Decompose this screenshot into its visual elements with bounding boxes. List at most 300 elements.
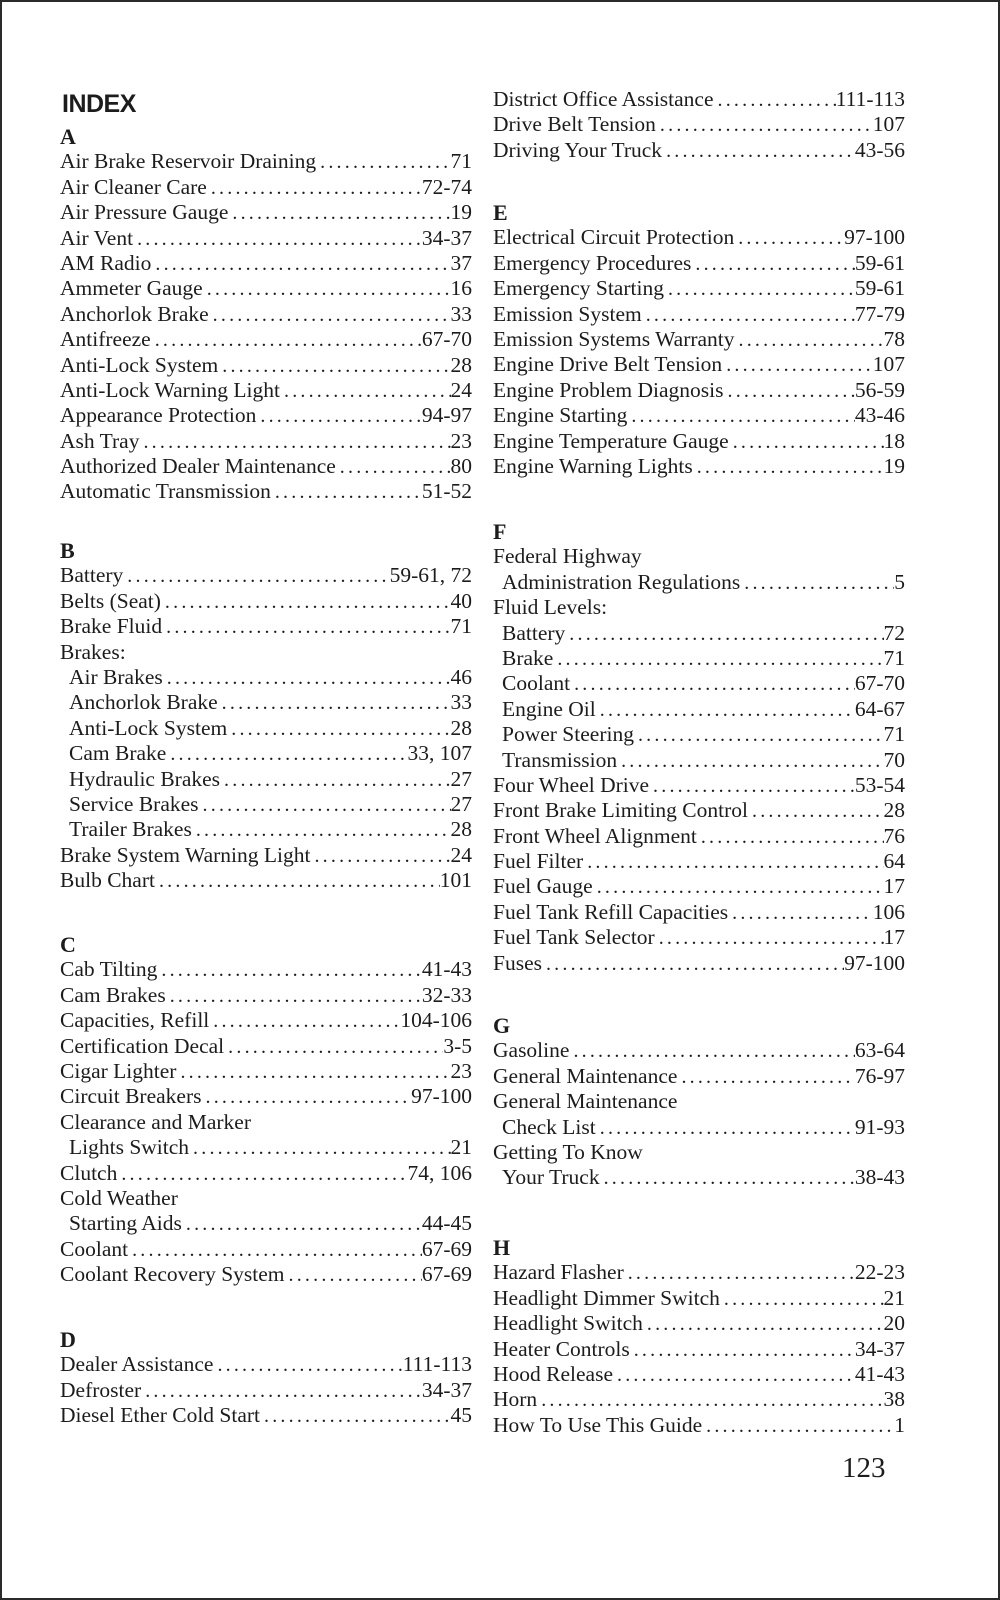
entry-label: Cab Tilting <box>60 957 158 982</box>
index-entry <box>60 1186 472 1211</box>
dot-leader <box>209 303 451 328</box>
entry-label: Authorized Dealer Maintenance <box>60 454 336 479</box>
entry-label: Ash Tray <box>60 428 140 453</box>
entry-label: Coolant <box>502 671 571 696</box>
dot-leader <box>643 1312 884 1337</box>
dot-leader <box>596 698 855 723</box>
index-section <box>493 1013 905 1191</box>
entry-label: AM Radio <box>60 250 152 275</box>
section-letter: C <box>60 932 76 957</box>
dot-leader <box>176 1060 450 1085</box>
index-section <box>493 200 905 479</box>
dot-leader <box>192 818 451 843</box>
entry-page: 101 <box>439 868 472 893</box>
entry-page: 104-106 <box>400 1008 472 1033</box>
index-entry <box>60 690 472 715</box>
entry-page: 46 <box>450 664 472 689</box>
entry-page: 67-70 <box>421 327 472 352</box>
index-entry <box>493 378 905 403</box>
entry-label: Anti-Lock System <box>60 352 219 377</box>
index-entry <box>60 843 472 868</box>
entry-label: Air Vent <box>60 225 134 250</box>
entry-label: Anchorlok Brake <box>60 301 209 326</box>
index-entry <box>60 1135 472 1160</box>
index-entry <box>60 868 472 893</box>
entry-page: 71 <box>883 645 905 670</box>
index-section <box>493 87 905 163</box>
dot-leader <box>583 850 883 875</box>
index-entry <box>60 353 472 378</box>
dot-leader <box>285 1263 422 1288</box>
entry-label: Diesel Ether Cold Start <box>60 1403 261 1428</box>
entry-label: Check List <box>502 1114 596 1139</box>
entry-page: 41-43 <box>421 957 472 982</box>
dot-leader <box>123 564 389 589</box>
entry-page: 64 <box>883 849 905 874</box>
entry-page: 33 <box>450 690 472 715</box>
index-section <box>60 932 472 1287</box>
entry-label: Circuit Breakers <box>60 1084 202 1109</box>
entry-label: Anchorlok Brake <box>69 690 218 715</box>
index-entry <box>493 621 905 646</box>
index-entry <box>493 276 905 301</box>
entry-page: 91-93 <box>854 1114 905 1139</box>
entry-label: Coolant <box>60 1236 129 1261</box>
entry-page: 59-61, 72 <box>389 563 472 588</box>
dot-leader <box>141 1379 422 1404</box>
dot-leader <box>735 328 884 353</box>
entry-page: 97-100 <box>411 1084 472 1109</box>
entry-label: Automatic Transmission <box>60 479 271 504</box>
entry-label: Electrical Circuit Protection <box>493 225 735 250</box>
index-entry <box>60 1378 472 1403</box>
dot-leader <box>627 404 854 429</box>
dot-leader <box>553 647 883 672</box>
section-letter: E <box>493 200 508 225</box>
index-entry <box>60 1211 472 1236</box>
entry-page: 71 <box>450 614 472 639</box>
entry-label: Emission Systems Warranty <box>493 326 735 351</box>
dot-leader <box>656 113 873 138</box>
index-entry <box>493 544 905 569</box>
entry-label: Headlight Switch <box>493 1311 643 1336</box>
dot-leader <box>734 226 844 251</box>
entry-page: 34-37 <box>854 1336 905 1361</box>
entry-label: Engine Starting <box>493 403 628 428</box>
dot-leader <box>336 455 451 480</box>
index-entry <box>493 1260 905 1285</box>
dot-leader <box>133 227 422 252</box>
dot-leader <box>117 1162 407 1187</box>
entry-page: 41-43 <box>854 1361 905 1386</box>
dot-leader <box>189 1136 450 1161</box>
dot-leader <box>166 742 407 767</box>
page-title: INDEX <box>62 90 136 118</box>
entry-label: Transmission <box>502 747 618 772</box>
index-entry <box>60 1034 472 1059</box>
entry-label: Hazard Flasher <box>493 1260 624 1285</box>
entry-page: 20 <box>883 1311 905 1336</box>
entry-label: Air Brakes <box>69 664 163 689</box>
index-entry <box>60 327 472 352</box>
index-entry <box>60 614 472 639</box>
entry-label: Emergency Starting <box>493 276 664 301</box>
entry-page: 111-113 <box>402 1352 472 1377</box>
dot-leader <box>542 952 844 977</box>
dot-leader <box>224 1035 443 1060</box>
dot-leader <box>634 723 884 748</box>
index-entry <box>493 251 905 276</box>
entry-page: 33, 107 <box>407 741 472 766</box>
entry-page: 70 <box>883 747 905 772</box>
entry-page: 67-70 <box>854 671 905 696</box>
dot-leader <box>722 353 873 378</box>
index-entry <box>60 741 472 766</box>
section-letter: D <box>60 1327 76 1352</box>
index-entry <box>60 983 472 1008</box>
dot-leader <box>702 1414 894 1439</box>
index-entry <box>493 925 905 950</box>
entry-page: 23 <box>450 1058 472 1083</box>
index-entry <box>493 824 905 849</box>
entry-page: 40 <box>450 588 472 613</box>
index-entry <box>493 1286 905 1311</box>
entry-label: Heater Controls <box>493 1336 630 1361</box>
entry-page: 59-61 <box>854 276 905 301</box>
index-entry <box>493 849 905 874</box>
entry-page: 53-54 <box>854 772 905 797</box>
entry-label: Engine Drive Belt Tension <box>493 352 723 377</box>
index-entry <box>60 276 472 301</box>
entry-page: 107 <box>872 352 905 377</box>
dot-leader <box>630 1338 855 1363</box>
entry-page: 23 <box>450 428 472 453</box>
index-entry <box>493 773 905 798</box>
index-entry <box>493 1362 905 1387</box>
entry-label: Driving Your Truck <box>493 137 663 162</box>
index-entry <box>60 716 472 741</box>
entry-label: Clearance and Marker <box>60 1109 252 1134</box>
index-entry <box>60 226 472 251</box>
entry-label: Air Brake Reservoir Draining <box>60 149 317 174</box>
entry-page: 71 <box>450 149 472 174</box>
index-entry <box>493 352 905 377</box>
entry-label: Starting Aids <box>69 1211 182 1236</box>
index-entry <box>493 225 905 250</box>
dot-leader <box>207 176 422 201</box>
entry-label: Belts (Seat) <box>60 588 161 613</box>
entry-page: 17 <box>883 874 905 899</box>
entry-page: 80 <box>450 454 472 479</box>
entry-page: 22-23 <box>854 1260 905 1285</box>
dot-leader <box>218 691 451 716</box>
entry-page: 72 <box>883 620 905 645</box>
entry-label: Getting To Know <box>493 1139 643 1164</box>
entry-page: 27 <box>450 791 472 816</box>
index-entry <box>60 200 472 225</box>
entry-label: Air Pressure Gauge <box>60 200 229 225</box>
index-section <box>60 538 472 893</box>
entry-label: Fuel Filter <box>493 849 584 874</box>
index-entry <box>493 570 905 595</box>
entry-page: 34-37 <box>421 225 472 250</box>
entry-label: Certification Decal <box>60 1033 225 1058</box>
index-entry <box>60 665 472 690</box>
index-entry <box>493 1311 905 1336</box>
entry-page: 38-43 <box>854 1165 905 1190</box>
index-entry <box>493 697 905 722</box>
index-entry <box>493 1165 905 1190</box>
entry-page: 38 <box>883 1387 905 1412</box>
entry-label: Anti-Lock Warning Light <box>60 377 280 402</box>
index-entry <box>493 87 905 112</box>
dot-leader <box>271 480 422 505</box>
entry-label: Lights Switch <box>69 1135 190 1160</box>
entry-page: 97-100 <box>844 950 905 975</box>
entry-page: 43-46 <box>854 403 905 428</box>
dot-leader <box>161 590 451 615</box>
entry-label: Fuel Gauge <box>493 874 593 899</box>
entry-label: How To Use This Guide <box>493 1412 703 1437</box>
index-entry <box>493 1115 905 1140</box>
dot-leader <box>624 1261 855 1286</box>
entry-label: Horn <box>493 1387 538 1412</box>
section-letter: B <box>60 538 75 563</box>
entry-page: 76 <box>883 823 905 848</box>
entry-page: 18 <box>883 428 905 453</box>
index-entry <box>60 403 472 428</box>
entry-label: Anti-Lock System <box>69 715 228 740</box>
entry-page: 67-69 <box>421 1262 472 1287</box>
dot-leader <box>728 901 873 926</box>
dot-leader <box>714 88 836 113</box>
dot-leader <box>202 1085 412 1110</box>
entry-label: Hydraulic Brakes <box>69 766 221 791</box>
index-entry <box>60 149 472 174</box>
entry-page: 64-67 <box>854 696 905 721</box>
index-entry <box>60 957 472 982</box>
entry-label: Engine Warning Lights <box>493 453 693 478</box>
entry-label: Service Brakes <box>69 791 199 816</box>
dot-leader <box>162 615 450 640</box>
entry-page: 37 <box>450 250 472 275</box>
index-entry <box>493 951 905 976</box>
entry-page: 106 <box>872 899 905 924</box>
index-entry <box>60 251 472 276</box>
index-entry <box>493 1089 905 1114</box>
entry-label: Engine Problem Diagnosis <box>493 377 724 402</box>
index-entry <box>60 767 472 792</box>
entry-page: 32-33 <box>421 982 472 1007</box>
index-entry <box>60 1352 472 1377</box>
entry-page: 51-52 <box>421 479 472 504</box>
index-entry <box>493 138 905 163</box>
index-entry <box>60 1403 472 1428</box>
index-entry <box>493 595 905 620</box>
index-entry <box>493 798 905 823</box>
dot-leader <box>693 455 884 480</box>
index-entry <box>60 792 472 817</box>
entry-page: 24 <box>450 377 472 402</box>
dot-leader <box>537 1388 883 1413</box>
index-entry <box>60 1084 472 1109</box>
entry-label: Bulb Chart <box>60 868 155 893</box>
section-letter: G <box>493 1013 511 1038</box>
entry-page: 59-61 <box>854 250 905 275</box>
dot-leader <box>151 328 422 353</box>
index-entry <box>60 454 472 479</box>
index-entry <box>493 900 905 925</box>
entry-page: 24 <box>450 842 472 867</box>
dot-leader <box>720 1287 884 1312</box>
index-entry <box>60 1237 472 1262</box>
entry-page: 94-97 <box>421 403 472 428</box>
dot-leader <box>256 404 421 429</box>
dot-leader <box>260 1404 450 1429</box>
index-entry <box>60 429 472 454</box>
dot-leader <box>662 139 855 164</box>
dot-leader <box>155 869 440 894</box>
dot-leader <box>664 277 855 302</box>
entry-label: Dealer Assistance <box>60 1352 214 1377</box>
index-entry <box>60 175 472 200</box>
index-entry <box>60 589 472 614</box>
entry-page: 72-74 <box>421 174 472 199</box>
entry-page: 3-5 <box>443 1033 472 1058</box>
entry-page: 63-64 <box>854 1038 905 1063</box>
entry-label: Administration Regulations <box>502 569 741 594</box>
entry-label: Clutch <box>60 1160 118 1185</box>
entry-label: Federal Highway <box>493 544 642 569</box>
entry-label: Trailer Brakes <box>69 817 192 842</box>
entry-label: Defroster <box>60 1377 142 1402</box>
entry-label: Fluid Levels: <box>493 595 608 620</box>
dot-leader <box>569 1039 854 1064</box>
entry-page: 19 <box>883 453 905 478</box>
entry-label: Cam Brake <box>69 741 167 766</box>
dot-leader <box>729 430 884 455</box>
dot-leader <box>228 201 450 226</box>
entry-label: Front Wheel Alignment <box>493 823 697 848</box>
entry-page: 19 <box>450 200 472 225</box>
dot-leader <box>213 1353 402 1378</box>
dot-leader <box>613 1363 855 1388</box>
dot-leader <box>596 1116 855 1141</box>
entry-label: Power Steering <box>502 722 634 747</box>
dot-leader <box>748 799 884 824</box>
entry-label: Fuel Tank Selector <box>493 925 655 950</box>
entry-label: Emergency Procedures <box>493 250 692 275</box>
entry-label: Gasoline <box>493 1038 570 1063</box>
section-letter: A <box>60 124 76 149</box>
entry-label: Ammeter Gauge <box>60 276 203 301</box>
index-entry <box>60 1110 472 1135</box>
entry-page: 78 <box>883 326 905 351</box>
entry-page: 16 <box>450 276 472 301</box>
entry-label: Cigar Lighter <box>60 1058 177 1083</box>
entry-page: 76-97 <box>854 1063 905 1088</box>
dot-leader <box>697 825 884 850</box>
dot-leader <box>163 666 451 691</box>
entry-label: District Office Assistance <box>493 87 714 111</box>
entry-page: 74, 106 <box>407 1160 472 1185</box>
entry-page: 33 <box>450 301 472 326</box>
index-entry <box>493 646 905 671</box>
index-entry <box>60 563 472 588</box>
entry-page: 44-45 <box>421 1211 472 1236</box>
entry-page: 1 <box>894 1412 905 1437</box>
entry-page: 28 <box>450 352 472 377</box>
index-entry <box>493 429 905 454</box>
index-entry <box>493 1337 905 1362</box>
dot-leader <box>724 379 855 404</box>
dot-leader <box>203 277 451 302</box>
entry-label: Capacities, Refill <box>60 1008 210 1033</box>
dot-leader <box>316 150 450 175</box>
entry-label: Front Brake Limiting Control <box>493 798 748 823</box>
entry-page: 77-79 <box>854 301 905 326</box>
entry-label: Hood Release <box>493 1361 614 1386</box>
dot-leader <box>655 926 884 951</box>
index-section <box>60 124 472 505</box>
entry-label: Fuses <box>493 950 542 975</box>
dot-leader <box>182 1212 422 1237</box>
index-entry <box>60 302 472 327</box>
dot-leader <box>199 793 451 818</box>
index-entry <box>493 671 905 696</box>
entry-label: Your Truck <box>502 1165 600 1190</box>
index-entry <box>60 1008 472 1033</box>
index-entry <box>493 112 905 137</box>
dot-leader <box>220 768 450 793</box>
dot-leader <box>227 717 450 742</box>
entry-page: 97-100 <box>844 225 905 250</box>
index-entry <box>493 1387 905 1412</box>
index-section <box>493 519 905 976</box>
entry-page: 43-56 <box>854 137 905 162</box>
entry-label: General Maintenance <box>493 1089 678 1114</box>
entry-page: 5 <box>894 569 905 594</box>
index-entry <box>493 1038 905 1063</box>
entry-page: 21 <box>883 1285 905 1310</box>
entry-label: Brake <box>502 645 554 670</box>
index-entry <box>493 454 905 479</box>
dot-leader <box>600 1166 855 1191</box>
dot-leader <box>691 252 854 277</box>
entry-label: Cam Brakes <box>60 982 166 1007</box>
index-entry <box>493 403 905 428</box>
entry-page: 17 <box>883 925 905 950</box>
index-entry <box>60 817 472 842</box>
dot-leader <box>209 1009 400 1034</box>
entry-label: Fuel Tank Refill Capacities <box>493 899 729 924</box>
index-entry <box>60 1161 472 1186</box>
entry-label: Brakes: <box>60 639 126 664</box>
entry-label: Emission System <box>493 301 642 326</box>
entry-page: 71 <box>883 722 905 747</box>
index-entry <box>493 327 905 352</box>
dot-leader <box>565 622 883 647</box>
dot-leader <box>617 749 883 774</box>
index-section <box>60 1327 472 1429</box>
entry-page: 45 <box>450 1403 472 1428</box>
entry-label: Battery <box>502 620 566 645</box>
dot-leader <box>642 303 855 328</box>
dot-leader <box>677 1065 854 1090</box>
entry-label: Drive Belt Tension <box>493 112 656 137</box>
entry-page: 28 <box>450 817 472 842</box>
entry-label: Cold Weather <box>60 1185 178 1210</box>
